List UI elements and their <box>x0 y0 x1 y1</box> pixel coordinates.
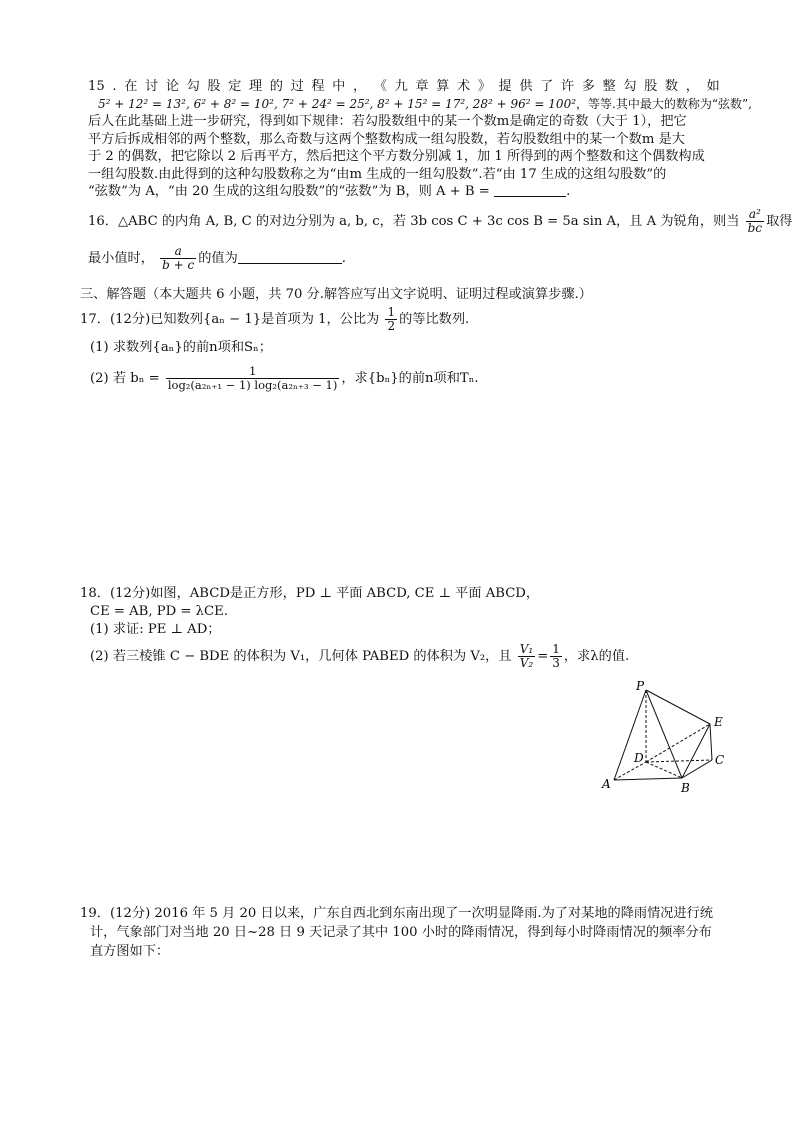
q18-part-2-end: ，求λ的值. <box>563 649 630 664</box>
q15-line-6: 一组勾股数.由此得到的这种勾股数称之为“由m 生成的一组勾股数”.若“由 17 生成的这组勾股数”的 <box>88 166 667 182</box>
question-17 <box>80 306 720 392</box>
q18-solid-figure <box>598 678 758 803</box>
q17-ratio-fraction <box>385 306 397 333</box>
edge-pa <box>614 690 646 780</box>
label-b: B <box>681 781 690 795</box>
q18-one-third <box>550 643 562 670</box>
q15-line-1-char: 股 <box>207 79 221 94</box>
q15-line-4: 平方后拆成相邻的两个整数，那么奇数与这两个整数构成一组勾股数，若勾股数组中的某一个数m 是大 <box>88 131 685 147</box>
q15-line-1-char: 15 <box>88 79 105 94</box>
question-16 <box>88 207 793 272</box>
q18-frac-denominator: V₂ <box>519 656 534 670</box>
q15-line-1-char: 的 <box>269 79 283 94</box>
q15-line-1-char: 供 <box>519 79 533 94</box>
q17-part-2-text: (2) 若 bₙ = <box>90 371 160 386</box>
q15-line-2-text: ，等等.其中最大的数称为“弦数”, <box>576 96 752 111</box>
q15-line-7-end: . <box>566 184 571 199</box>
q15-line-1-char: 程 <box>311 79 325 94</box>
question-15 <box>88 78 752 201</box>
q17-bn-numerator: 1 <box>248 364 257 378</box>
edge-ce <box>710 724 712 760</box>
q17-bn-fraction <box>166 365 340 392</box>
question-18 <box>80 585 720 670</box>
q16-fraction-a-bc <box>160 245 196 272</box>
label-p: P <box>636 679 645 693</box>
q16-line-2-end: . <box>341 251 346 266</box>
q18-frac2-denominator: 3 <box>552 656 560 670</box>
q18-line-1: 18．(12分)如图，ABCD是正方形，PD ⊥ 平面 ABCD, CE ⊥ 平面 ABCD， <box>80 586 540 601</box>
q15-line-1-char: 了 <box>540 79 554 94</box>
q17-line-1 <box>80 306 720 333</box>
q15-line-1-char: 讨 <box>145 79 159 94</box>
q17-part-2 <box>80 365 720 392</box>
q17-frac-denominator: 2 <box>387 319 396 333</box>
q16-frac2-numerator: a <box>174 244 182 258</box>
q17-frac-numerator: 1 <box>387 305 396 319</box>
q15-line-3: 后人在此基础上进一步研究，得到如下规律：若勾股数组中的某一个数m是确定的奇数（大于 1），把它 <box>88 114 687 129</box>
q16-fraction-a2-bc <box>746 208 764 235</box>
q15-line-1-char: 定 <box>228 79 242 94</box>
q15-line-1-char: . <box>112 79 117 94</box>
label-d: D <box>634 751 644 765</box>
q15-line-1-char: 股 <box>644 79 658 94</box>
q18-equals: = <box>537 649 549 664</box>
q15-line-1-char: 提 <box>498 79 512 94</box>
q15-line-1-char: 中 <box>332 79 346 94</box>
q17-bn-denominator: log₂(a₂ₙ₊₁ − 1) log₂(a₂ₙ₊₃ − 1) <box>167 378 338 392</box>
q15-line-1-char: 勾 <box>623 79 637 94</box>
q16-frac1-numerator: a² <box>748 207 761 221</box>
q16-answer-blank[interactable] <box>238 251 342 264</box>
q15-line-1-char: 论 <box>165 79 179 94</box>
q17-line-1-end: 的等比数列. <box>399 312 470 327</box>
q15-line-1-char: 整 <box>602 79 616 94</box>
q16-line-2-mid: 的值为 <box>198 251 238 266</box>
q15-line-1-char: 许 <box>560 79 575 94</box>
q19-line-3: 直方图如下： <box>90 944 170 959</box>
q15-line-1 <box>88 78 728 96</box>
q15-line-1-char: 多 <box>581 79 595 94</box>
q18-frac-numerator: V₁ <box>519 642 534 656</box>
q15-line-1-char: ， <box>685 79 699 94</box>
section-3-heading: 三、解答题（本大题共 6 小题，共 70 分.解答应写出文字说明、证明过程或演算步骤.） <box>80 287 592 302</box>
q18-part-1: (1) 求证: PE ⊥ AD； <box>90 622 221 637</box>
edge-dc <box>646 760 712 762</box>
question-19 <box>80 904 720 961</box>
q15-line-1-char: 《 <box>373 79 387 94</box>
q16-frac2-denominator: b + c <box>162 258 195 272</box>
q16-line-2-text: 最小值时， <box>88 251 154 266</box>
label-c: C <box>715 753 725 767</box>
q17-part-1: (1) 求数列{aₙ}的前n项和Sₙ； <box>90 340 272 355</box>
q15-line-1-char: 理 <box>248 79 263 94</box>
q18-volume-ratio <box>518 643 535 670</box>
q18-part-2-text: (2) 若三棱锥 C − BDE 的体积为 V₁，几何体 PABED 的体积为 V₂，且 <box>90 649 512 664</box>
q15-line-1-char: ， <box>352 79 367 94</box>
q15-line-1-char: 》 <box>477 79 491 94</box>
q15-line-7-text: “弦数”为 A，“由 20 生成的这组勾股数”的“弦数”为 B，则 A + B = <box>88 184 490 199</box>
q15-line-1-char: 章 <box>415 79 429 94</box>
q15-line-1-char: 在 <box>124 79 138 94</box>
q16-frac1-denominator: bc <box>747 221 763 235</box>
q15-line-7 <box>88 183 728 201</box>
q16-line-1 <box>88 207 793 235</box>
q18-part-2 <box>80 643 720 670</box>
q15-line-1-char: 算 <box>436 79 450 94</box>
q17-part-2-end: ，求{bₙ}的前n项和Tₙ. <box>341 371 479 386</box>
q16-line-1-end: 取得 <box>766 214 793 229</box>
q15-line-5: 于 2 的偶数，把它除以 2 后再平方，然后把这个平方数分别减 1，加 1 所得到的两个整数和这个偶数构成 <box>88 149 705 164</box>
q15-line-1-char: 九 <box>394 79 408 94</box>
label-e: E <box>714 715 723 729</box>
q15-line-2 <box>88 96 752 114</box>
q15-line-1-char: 如 <box>706 79 720 94</box>
q15-line-1-char: 数 <box>664 79 679 94</box>
q15-pythagorean-examples: 5² + 12² = 13², 6² + 8² = 10², 7² + 24² = 25², 8² + 15² = 17², 28² + 96² = 100² <box>98 96 577 111</box>
label-a: A <box>602 777 611 791</box>
q15-line-1-char: 术 <box>456 79 471 94</box>
q18-frac2-numerator: 1 <box>552 642 560 656</box>
q15-answer-blank[interactable] <box>494 184 566 197</box>
q17-line-1-text: 17．(12分)已知数列{aₙ − 1}是首项为 1，公比为 <box>80 312 380 327</box>
q16-line-1-text: 16．△ABC 的内角 A, B, C 的对边分别为 a, b, c，若 3b cos C + 3c cos B = 5a sin A，且 A 为锐角，则当 <box>88 214 740 229</box>
edge-ab <box>614 778 682 780</box>
q18-line-2: CE = AB, PD = λCE. <box>90 604 228 619</box>
q15-line-1-char: 过 <box>290 79 304 94</box>
q19-line-2: 计，气象部门对当地 20 日~28 日 9 天记录了其中 100 小时的降雨情况，得到每小时降雨情况的频率分布 <box>90 925 712 940</box>
q16-line-2 <box>88 245 728 272</box>
q15-line-1-char: 勾 <box>186 79 200 94</box>
q19-line-1: 19．(12分) 2016 年 5 月 20 日以来，广东自西北到东南出现了一次明显降雨.为了对某地的降雨情况进行统 <box>80 906 714 921</box>
edge-pe <box>646 690 710 724</box>
